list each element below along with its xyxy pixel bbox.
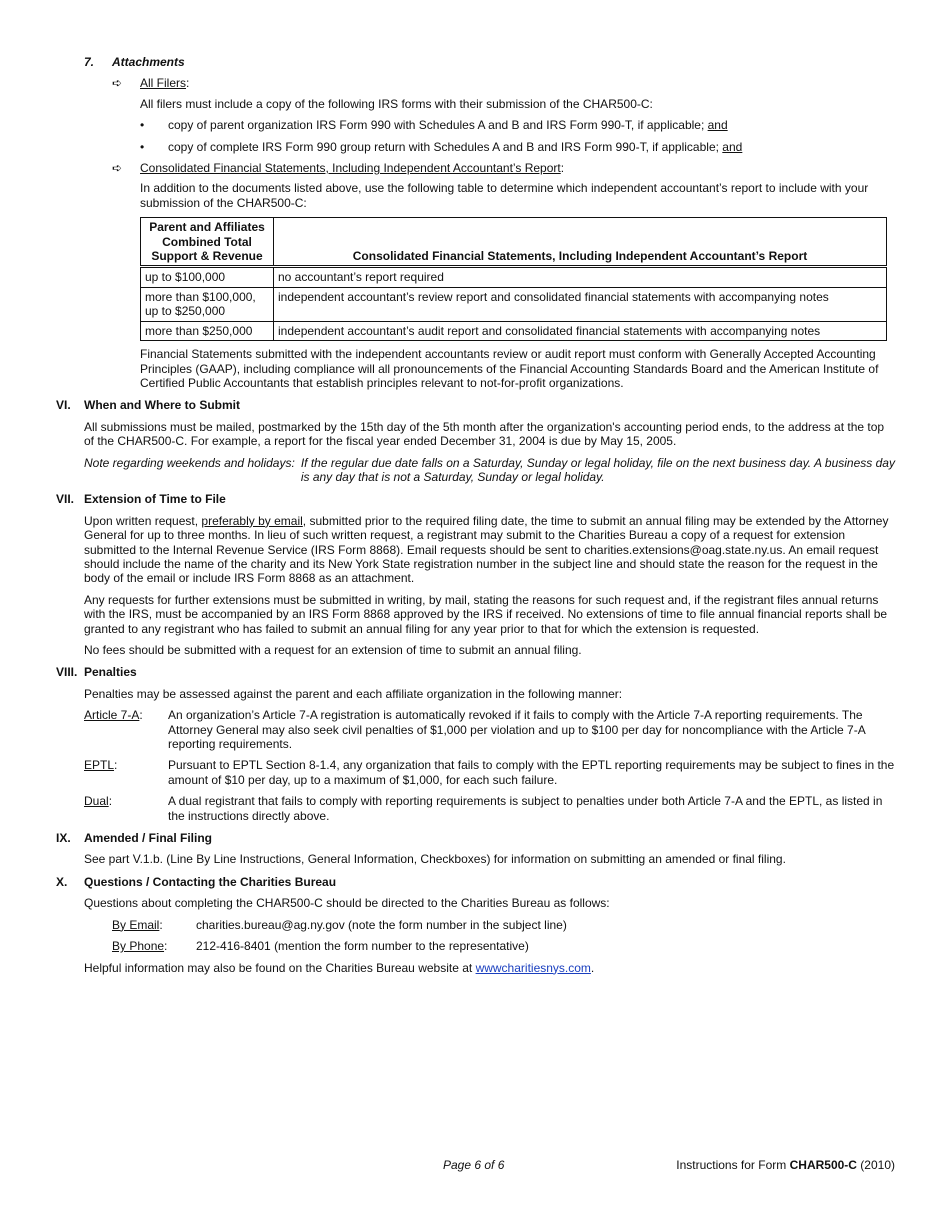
table-cell: more than $100,000, up to $250,000 [141,287,274,321]
arrow-icon: ➪ [112,76,123,91]
section-title: Questions / Contacting the Charities Bureau [84,874,337,889]
consolidated-intro: In addition to the documents listed above, use the following table to determine which independent accountant’s report to include with your submission of the CHAR500-C: [140,181,869,210]
all-filers-intro: All filers must include a copy of the following IRS forms with their submission of the CHAR500-C: [140,96,653,111]
submission-paragraph: All submissions must be mailed, postmarked by the 15th day of the 5th month after the organization's accounting period ends, to the address at the top of the CHAR500-C. For example, a report for the fiscal year ended December 31, 2004 is due by May 15, 2005. [84,419,885,449]
section-7-attachments [84,55,896,69]
penalty-item: EPTL: Pursuant to EPTL Section 8-1.4, any organization that fails to comply with the EPTL reporting requirements may be subject to fines in the amount of $10 per day, up to a maximum of $1,000, for each such failure. [84,758,895,787]
penalty-item: Article 7-A: An organization’s Article 7-A registration is automatically revoked if it fails to comply with the Article 7-A reporting requirements. The Attorney General may also seek civil penalties of $1,000 per violation and up to $100 per day for noncompliance with the Article 7-A reporting requirements. [84,708,896,751]
penalty-term: Dual [84,794,109,809]
consolidated-label: Consolidated Financial Statements, Including Independent Accountant’s Report [140,161,561,176]
table-header-row [141,218,887,267]
section-7-heading [84,55,896,69]
section-title: Extension of Time to File [84,492,226,507]
questions-intro: Questions about completing the CHAR500-C should be directed to the Charities Bureau as follows: [84,896,610,911]
contact-value: 212-416-8401 (mention the form number to the representative) [196,939,529,954]
bullet-icon: • [140,139,145,154]
table-cell: up to $100,000 [141,267,274,287]
table-cell: independent accountant’s audit report and consolidated financial statements with accompanying notes [274,321,887,340]
section-title: When and Where to Submit [84,398,240,413]
penalty-term: Article 7-A [84,708,140,723]
consolidated-subhead: ➪ Consolidated Financial Statements, Including Independent Accountant’s Report: [112,161,565,176]
section-ix-heading [56,831,896,845]
contact-phone: By Phone: 212-416-8401 (mention the form number to the representative) [112,939,529,954]
section-number: VI. [56,398,71,413]
section-title: Penalties [84,665,137,680]
bullet-icon: • [140,118,145,133]
contact-label: By Email [112,917,160,932]
form-title: Instructions for Form CHAR500-C (2010) [676,1158,895,1172]
table-row [141,267,887,287]
page-number: Page 6 of 6 [443,1158,505,1172]
contact-label: By Phone [112,939,165,954]
penalty-text: An organization’s Article 7-A registration is automatically revoked if it fails to comply with the Article 7-A reporting requirements. The Attorney General may also seek civil penalties of $1,000 per violation and up to $100 per day for noncompliance with the Article 7-A reporting requirements. [168,708,866,752]
weekend-note [84,456,896,485]
table-row [141,287,887,321]
amended-paragraph: See part V.1.b. (Line By Line Instructions, General Information, Checkboxes) for information on submitting an amended or final filing. [84,852,786,867]
table-header-cell: Parent and Affiliates Combined Total Support & Revenue [141,218,274,267]
gaap-paragraph: Financial Statements submitted with the independent accountants review or audit report must conform with Generally Accepted Accounting Principles (GAAP), including compliance will all pronouncements of the Financial Accounting Standards Board and the American Institute of Certified Public Accountants that establish principles relevant to not-for-profit organizations. [140,347,879,390]
section-title: Attachments [112,55,185,69]
help-paragraph: Helpful information may also be found on the Charities Bureau website at wwwcharitiesnys.com. [84,960,595,975]
table-cell: independent accountant’s review report and consolidated financial statements with accompanying notes [274,287,887,321]
section-number: 7. [84,55,95,69]
section-title: Amended / Final Filing [84,831,213,846]
penalty-text: Pursuant to EPTL Section 8-1.4, any organization that fails to comply with the EPTL reporting requirements may be subject to fines in the amount of $10 per day, up to a maximum of $1,000, for each such failure. [168,758,895,787]
section-number: VIII. [56,665,78,680]
section-number: X. [56,874,68,889]
table-row [141,321,887,340]
penalty-text: A dual registrant that fails to comply with reporting requirements is subject to penalties under both Article 7-A and the EPTL, as listed in the instructions directly above. [168,794,883,823]
report-requirements-table [140,217,887,341]
list-item: • copy of parent organization IRS Form 990 with Schedules A and B and IRS Form 990-T, if applicable; and [140,118,728,133]
section-number: IX. [56,831,71,846]
penalty-item: Dual: A dual registrant that fails to comply with reporting requirements is subject to penalties under both Article 7-A and the EPTL, as listed in the instructions directly above. [84,794,896,823]
all-filers-subhead: ➪ All Filers: [112,76,190,91]
extension-paragraph-1: Upon written request, preferably by email, submitted prior to the required filing date, the time to submit an annual filing may be extended by the Attorney General for up to three months. In lieu of such written request, a registrant may submit to the Charities Bureau a copy of a request for extension submitted to the Internal Revenue Service (IRS Form 8868). Email requests should be sent to charities.extensions@oag.state.ny.us. An email request should include the name of the charity and its New York State registration number in the subject line and should state the reason for the request in the body of the email or include IRS Form 8868 as an attachment. [84,513,889,586]
section-vi-heading [56,398,896,412]
document-page [56,55,896,975]
extension-paragraph-3: No fees should be submitted with a request for an extension of time to submit an annual filing. [84,643,582,657]
note-label: Note regarding weekends and holidays: [84,455,295,470]
section-viii-heading [56,665,896,679]
extension-paragraph-2: Any requests for further extensions must be submitted in writing, by mail, stating the reasons for such request and, if the registrant files annual returns with the IRS, must be accompanied by an IRS Form 8868 approved by the IRS if received. No extensions of time to file annual financial reports shall be granted to any registrant who has failed to submit an annual filing for any year prior to that for which the extension is requested. [84,592,888,636]
penalty-term: EPTL [84,758,115,773]
table-header-cell: Consolidated Financial Statements, Including Independent Accountant’s Report [274,218,887,267]
list-item: • copy of complete IRS Form 990 group return with Schedules A and B and IRS Form 990-T, if applicable; and [140,139,743,154]
all-filers-label: All Filers [140,76,187,91]
website-link[interactable]: wwwcharitiesnys.com [475,960,591,975]
section-x-heading [56,875,896,889]
penalties-intro: Penalties may be assessed against the parent and each affiliate organization in the following manner: [84,686,623,701]
note-text: If the regular due date falls on a Saturday, Sunday or legal holiday, file on the next business day. A business day is any day that is not a Saturday, Sunday or legal holiday. [300,455,895,484]
section-vii-heading [56,492,896,506]
arrow-icon: ➪ [112,161,123,176]
contact-value: charities.bureau@ag.ny.gov (note the form number in the subject line) [196,917,567,932]
section-number: VII. [56,492,75,507]
table-cell: no accountant’s report required [274,267,887,287]
contact-email: By Email: charities.bureau@ag.ny.gov (note the form number in the subject line) [112,917,567,932]
table-cell: more than $250,000 [141,321,274,340]
